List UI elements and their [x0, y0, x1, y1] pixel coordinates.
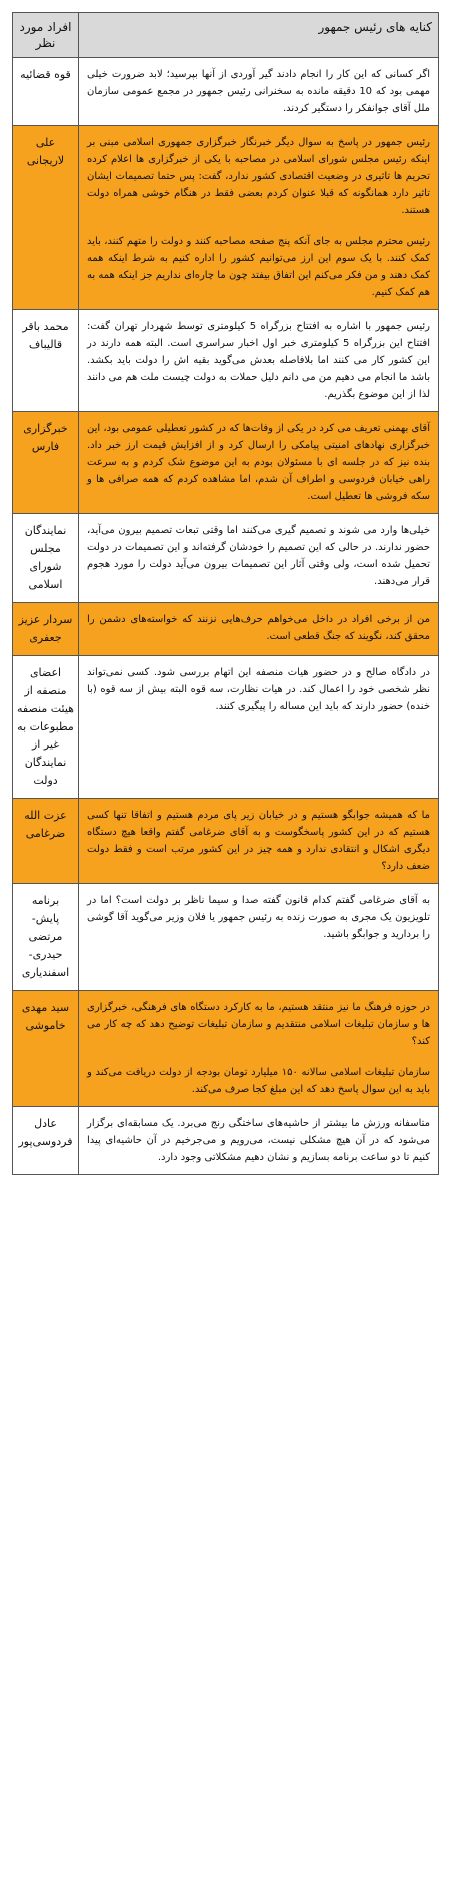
table-body: [13, 58, 439, 1175]
quote-paragraph: اگر کسانی که این کار را انجام دادند گیر آوردی از آنها بپرسید؛ لابد ضرورت خیلی مهمی بود که 10 دقیقه مانده به سخنرانی رئیس جمهور در مجمع عمومی سازمان ملل آقای جوانفکر را دستگیر کردند.: [87, 69, 430, 114]
person-cell: قوه قضائیه: [13, 58, 79, 126]
person-cell: سردار عزیز جعفری: [13, 603, 79, 656]
quote-cell: [79, 126, 439, 310]
table-row: [13, 799, 439, 884]
table-row: [13, 126, 439, 310]
quote-paragraph: رئیس جمهور با اشاره به افتتاح بزرگراه 5 کیلومتری توسط شهردار تهران گفت: افتتاح این بزرگراه 5 کیلومتری خبر اول اخبار سراسری است. البته همه دارند در این کشور کار می کنند اما بلافاصله بعدش می‌گوید بقیه اش را دولت باید بکشد. باشد ما انجام می دهیم من می دانم دلیل حملات به دولت چیست ملت هم می دانند لذا از این موضوع بگذریم.: [87, 321, 431, 400]
quote-cell: [79, 58, 439, 126]
table-row: [13, 58, 439, 126]
table-row: [13, 884, 439, 991]
quote-cell: [79, 514, 439, 603]
quote-cell: [79, 991, 439, 1107]
table-header-row: [13, 13, 439, 58]
person-cell: سید مهدی خاموشی: [13, 991, 79, 1107]
quote-cell: [79, 1107, 439, 1175]
table-row: [13, 310, 439, 412]
table-row: [13, 1107, 439, 1175]
table-row: [13, 514, 439, 603]
person-cell: عزت الله ضرغامی: [13, 799, 79, 884]
table-row: [13, 991, 439, 1107]
quote-paragraph: آقای بهمنی تعریف می کرد در یکی از وفات‌ها که در کشور تعطیلی عمومی بود، این خبرگزاری نهادهای امنیتی پیامکی را ارسال کرد و از افزایش قیمت ارز خبر داد. بنده نیز که در جلسه ای با مسئولان بودم به این موضوع شک کردم و به سرعت راهی خیابان فردوسی و اطراف آن شدم، اما مشاهده کردم که همه صرافی ها و سکه فروشی ها تعطیل است.: [87, 423, 430, 502]
header-person: افراد مورد نظر: [13, 13, 79, 58]
header-quote: کنایه های رئیس جمهور: [79, 13, 439, 58]
quote-cell: [79, 656, 439, 799]
quote-paragraph: به آقای ضرغامی گفتم کدام قانون گفته صدا و سیما ناظر بر دولت است؟ اما در تلویزیون یک مجری به صورت زنده به رئیس جمهور یا فلان وزیر می‌گوید آقا گوشی را بردارید و جوابگو باشید.: [87, 895, 430, 940]
person-cell: محمد باقر قالیباف: [13, 310, 79, 412]
quote-paragraph: در دادگاه صالح و در حضور هیات منصفه این اتهام بررسی شود. کسی نمی‌تواند نظر شخصی خود را اعمال کند. در هیات نظارت، سه قوه البته بیش از سه قوه (با خنده) حضور دارند که باید این مساله را پیگیری کنند.: [87, 667, 430, 712]
person-cell: عادل فردوسی‌پور: [13, 1107, 79, 1175]
quote-paragraph: خیلی‌ها وارد می شوند و تصمیم گیری می‌کنند اما وقتی تبعات تصمیم بیرون می‌آید، حضور ندارند. در حالی که این تصمیم را خودشان گرفته‌اند و این تصمیمات در دولت تحمیل شده است، ولی وقتی آثار این تصمیمات بیرون می‌آید دولت را مورد هجوم قرار می‌دهند.: [87, 525, 430, 587]
person-cell: علی لاریجانی: [13, 126, 79, 310]
quote-cell: [79, 603, 439, 656]
quote-paragraph: سازمان تبلیغات اسلامی سالانه ۱۵۰ میلیارد تومان بودجه از دولت دریافت می‌کند و باید به این سوال پاسخ دهد که این مبلغ کجا صرف می‌کند.: [87, 1067, 430, 1095]
quote-cell: [79, 310, 439, 412]
quote-paragraph: ما که همیشه جوابگو هستیم و در خیابان زیر پای مردم هستیم و اتفاقا تنها کسی هستیم که در این کشور پاسخگوست و به آقای ضرغامی گفتم واقعا هیچ دستگاه دیگری اشکال و انتقادی ندارد و همه چیز در این کشور مرتب است و فقط دولت ضعف دارد؟: [87, 810, 430, 872]
table-row: [13, 603, 439, 656]
quote-paragraph: متاسفانه ورزش ما بیشتر از حاشیه‌های ساختگی رنج می‌برد. یک مسابقه‌ای برگزار می‌شود که در آن هیچ مشکلی نیست، می‌رویم و می‌جرخیم در آن حاشیه‌ای پیدا کنیم تا دو ساعت برنامه بسازیم و نشان دهیم مشکلاتی وجود دارد.: [87, 1118, 430, 1163]
quote-cell: [79, 412, 439, 514]
quote-paragraph: رئیس محترم مجلس به جای آنکه پنج صفحه مصاحبه کنند و دولت را متهم کنند، باید کمک کنند. با یک سوم این ارز می‌توانیم کشور را اداره کنیم به شرط اینکه همه کمک دهند و من فکر می‌کنم این اتفاق بیفتد چون ما چاره‌ای نداریم جز اینکه همه به هم کمک کنیم.: [87, 236, 430, 298]
table-row: [13, 412, 439, 514]
person-cell: نمایندگان مجلس شورای اسلامی: [13, 514, 79, 603]
person-cell: خبرگزاری فارس: [13, 412, 79, 514]
person-cell: برنامه پایش- مرتضی حیدری- اسفندیاری: [13, 884, 79, 991]
quotes-table-container: [12, 12, 438, 1175]
quote-paragraph: من از برخی افراد در داخل می‌خواهم حرف‌هایی نزنند که خواسته‌های دشمن را محقق کند، نگویند که جنگ قطعی است.: [87, 614, 430, 642]
quote-cell: [79, 884, 439, 991]
quote-cell: [79, 799, 439, 884]
quotes-table: [12, 12, 439, 1175]
table-row: [13, 656, 439, 799]
person-cell: اعضای منصفه از هیئت منصفه مطبوعات به غیر از نمایندگان دولت: [13, 656, 79, 799]
quote-paragraph: در حوزه فرهنگ ما نیز منتقد هستیم، ما به کارکرد دستگاه های فرهنگی، خبرگزاری ها و سازمان تبلیغات اسلامی منتقدیم و سازمان تبلیغات توضیح دهد که چه کار می کند؟: [87, 1002, 430, 1047]
quote-paragraph: رئیس جمهور در پاسخ به سوال دیگر خبرنگار خبرگزاری جمهوری اسلامی مبنی بر اینکه رئیس مجلس شورای اسلامی در مصاحبه با یکی از خبرگزاری ها اعلام کرده تحریم ها تاثیری در وضعیت اقتصادی کشور ندارد، گفت: پس حتما تصمیمات ایشان تاثیر دارد همانگونه که قبلا عنوان کردم بعضی فقط در هنگام خوشی همراه دولت هستند.: [87, 137, 430, 216]
